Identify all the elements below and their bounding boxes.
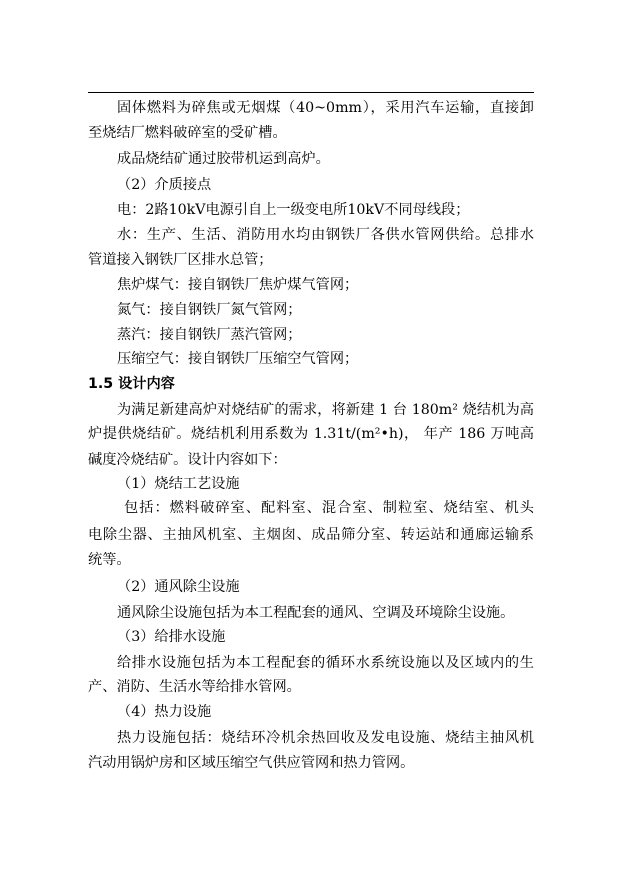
paragraph-line: 汽动用锅炉房和区域压缩空气供应管网和热力管网。	[88, 755, 415, 771]
paragraph-line: 碱度冷烧结矿。设计内容如下：	[88, 452, 287, 468]
paragraph-line: 固体燃料为碎焦或无烟煤（40~0mm），采用汽车运输，直接卸	[117, 100, 534, 116]
paragraph-line: 氮气：接自钢铁厂氮气管网；	[117, 302, 302, 318]
paragraph-line: 至烧结厂燃料破碎室的受矿槽。	[88, 125, 287, 141]
paragraph-line: 水：生产、生活、消防用水均由钢铁厂各供水管网供给。总排水	[117, 227, 534, 243]
section-heading: 1.5 设计内容	[88, 376, 175, 392]
list-heading: （2）通风除尘设施	[117, 579, 240, 595]
paragraph-line: 热力设施包括：烧结环冷机余热回收及发电设施、烧结主抽风机	[117, 730, 534, 746]
paragraph-line: 为满足新建高炉对烧结矿的需求，将新建 1 台 180m² 烧结机为高	[117, 402, 534, 418]
paragraph-line: 炉提供烧结矿。烧结机利用系数为 1.31t/(m²•h)， 年产 186 万吨高	[88, 426, 534, 442]
list-heading: （2）介质接点	[117, 177, 212, 193]
paragraph-line: 管道接入钢铁厂区排水总管；	[88, 252, 273, 268]
paragraph-line: 通风除尘设施包括为本工程配套的通风、空调及环境除尘设施。	[117, 605, 515, 621]
paragraph-line: 压缩空气：接自钢铁厂压缩空气管网；	[117, 351, 359, 367]
list-heading: （3）给排水设施	[117, 629, 226, 645]
paragraph-line: 电除尘器、主抽风机室、主烟囱、成品筛分室、转运站和通廊运输系	[88, 527, 534, 543]
paragraph-line: 产、消防、生活水等给排水管网。	[88, 679, 301, 695]
paragraph-line: 电：2路10kV电源引自上一级变电所10kV不同母线段；	[117, 202, 470, 218]
header-rule	[88, 92, 534, 93]
paragraph-line: 成品烧结矿通过胶带机运到高炉。	[117, 151, 330, 167]
paragraph-line: 蒸汽：接自钢铁厂蒸汽管网；	[117, 327, 302, 343]
list-heading: （4）热力设施	[117, 704, 212, 720]
paragraph-line: 焦炉煤气：接自钢铁厂焦炉煤气管网；	[117, 277, 359, 293]
paragraph-line: 统等。	[88, 552, 131, 568]
paragraph-line: 给排水设施包括为本工程配套的循环水系统设施以及区域内的生	[117, 655, 534, 671]
paragraph-line: 包括：燃料破碎室、配料室、混合室、制粒室、烧结室、机头	[124, 500, 534, 516]
list-heading: （1）烧结工艺设施	[117, 476, 240, 492]
